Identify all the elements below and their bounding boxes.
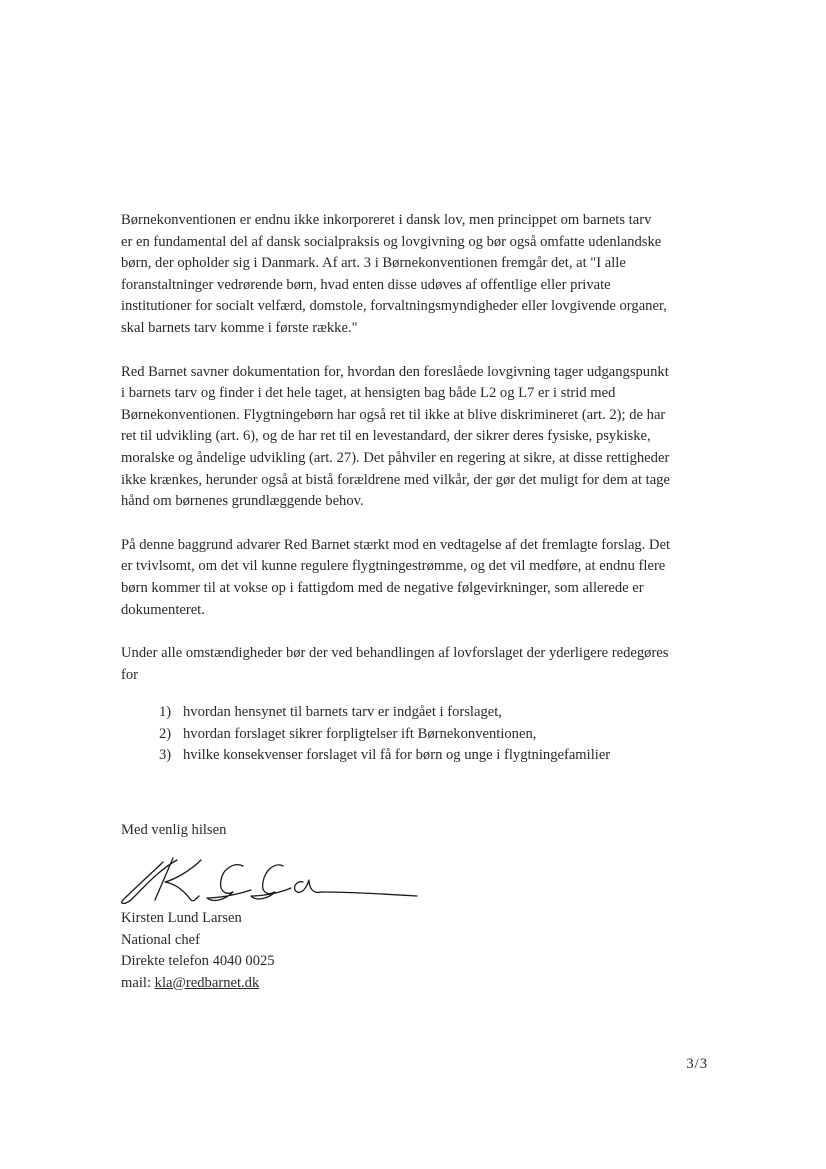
list-item <box>159 702 721 724</box>
text-line: for <box>121 666 139 683</box>
mail-label: mail: <box>121 974 155 991</box>
text-line: børn, der opholder sig i Danmark. Af art. 3 i Børnekonventionen fremgår det, at "I alle <box>121 255 626 272</box>
text-line: er en fundamental del af dansk socialpraksis og lovgivning og bør også omfatte udenlandske <box>121 233 662 250</box>
text-line: skal barnets tarv komme i første række." <box>121 319 358 336</box>
text-line: foranstaltninger vedrørende børn, hvad enten disse udøves af offentlige eller private <box>121 276 611 293</box>
list-item-text: hvilke konsekvenser forslaget vil få for børn og unge i flygtningefamilier <box>183 747 611 764</box>
text-line: hånd om børnenes grundlæggende behov. <box>121 493 364 510</box>
list-number: 3) <box>159 747 172 764</box>
text-line: Børnekonventionen. Flygtningebørn har også ret til ikke at blive diskrimineret (art. 2); de har <box>121 406 666 423</box>
text-line: er tvivlsomt, om det vil kunne regulere flygtningestrømme, og det vil medføre, at endnu flere <box>121 558 666 575</box>
text-line: Børnekonventionen er endnu ikke inkorporeret i dansk lov, men princippet om barnets tarv <box>121 212 652 228</box>
text-line: Under alle omstændigheder bør der ved behandlingen af lovforslaget der yderligere redegøres <box>121 645 669 662</box>
signer-phone: Direkte telefon 4040 0025 <box>121 953 275 970</box>
closing-salutation: Med venlig hilsen <box>121 822 227 838</box>
handwritten-signature <box>115 852 425 912</box>
text-line: På denne baggrund advarer Red Barnet stærkt mod en vedtagelse af det fremlagte forslag. Det <box>121 536 671 553</box>
signature-block <box>121 908 275 994</box>
text-line: i barnets tarv og finder i det hele taget, at hensigten bag både L2 og L7 er i strid med <box>121 385 616 402</box>
email-link[interactable]: kla@redbarnet.dk <box>154 974 260 991</box>
text-line: ikke krænkes, herunder også at bistå forældrene med vilkår, der gør det muligt for dem at tage <box>121 471 670 488</box>
paragraph-documentation <box>121 362 721 513</box>
text-line: institutioner for socialt velfærd, domstole, forvaltningsmyndigheder eller lovgivende organer, <box>121 298 667 315</box>
numbered-list <box>159 702 721 767</box>
signer-title: National chef <box>121 931 201 948</box>
letter-body <box>121 210 721 767</box>
list-item-text: hvordan forslaget sikrer forpligtelser ift Børnekonventionen, <box>183 725 537 742</box>
list-item <box>159 724 721 746</box>
paragraph-convention <box>121 210 721 340</box>
list-number: 1) <box>159 704 172 721</box>
text-line: børn kommer til at vokse op i fattigdom med de negative følgevirkninger, som allerede er <box>121 579 644 596</box>
page-number: 3/3 <box>686 1056 708 1072</box>
text-line: ret til udvikling (art. 6), og de har ret til en levestandard, der sikrer deres fysiske, psykiske, <box>121 428 651 445</box>
list-item <box>159 745 721 767</box>
text-line: moralske og åndelige udvikling (art. 27). Det påhviler en regering at sikre, at disse rettigheder <box>121 449 670 466</box>
signer-mail <box>121 973 275 995</box>
signer-name: Kirsten Lund Larsen <box>121 910 242 926</box>
list-number: 2) <box>159 725 172 742</box>
paragraph-request <box>121 643 721 686</box>
text-line: dokumenteret. <box>121 601 205 618</box>
paragraph-warning <box>121 535 721 621</box>
text-line: Red Barnet savner dokumentation for, hvordan den foreslåede lovgivning tager udgangspunkt <box>121 363 669 380</box>
list-item-text: hvordan hensynet til barnets tarv er indgået i forslaget, <box>183 704 502 721</box>
